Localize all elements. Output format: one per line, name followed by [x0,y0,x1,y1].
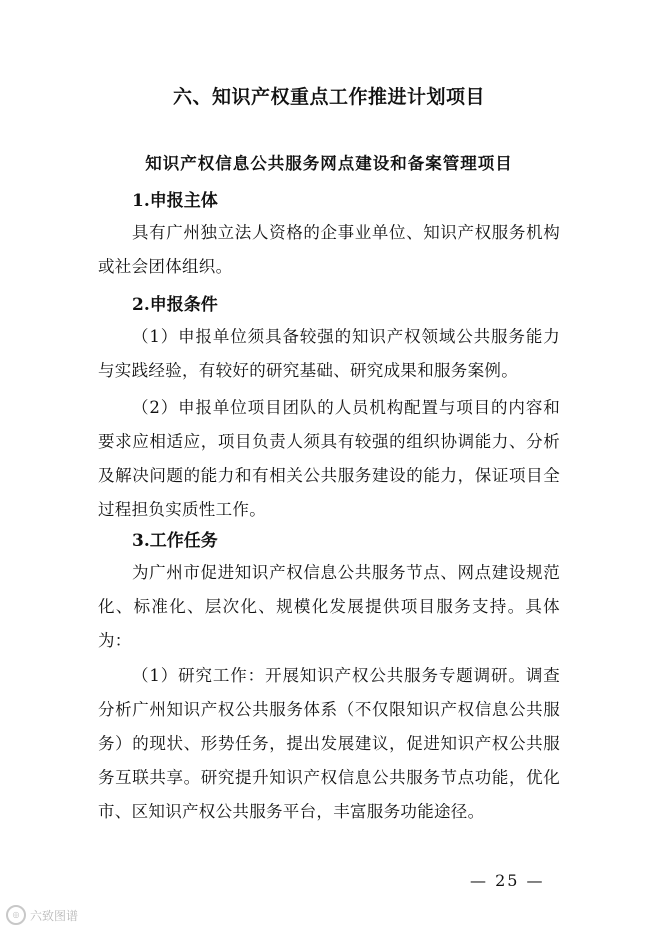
page-number: — 25 — [470,871,545,890]
watermark-text: 六致图谱 [30,908,79,923]
paragraph-condition-2: （2）申报单位项目团队的人员机构配置与项目的内容和要求应相适应，项目负责人须具有较强的组织协调能力、分析及解决问题的能力和有相关公共服务建设的能力，保证项目全过程担负实质性工作。 [98,398,560,519]
paragraph-tasks-intro: 为广州市促进知识产权信息公共服务节点、网点建设规范化、标准化、层次化、规模化发展提供项目服务支持。具体为： [98,563,560,650]
project-subtitle: 知识产权信息公共服务网点建设和备案管理项目 [145,154,513,173]
watermark [6,905,78,925]
page-title: 六、知识产权重点工作推进计划项目 [172,86,485,108]
section-heading-applicant: 1.申报主体 [132,191,218,211]
paragraph-condition-1: （1）申报单位须具备较强的知识产权领域公共服务能力与实践经验，有较好的研究基础、研究成果和服务案例。 [98,327,560,380]
paragraph-applicant: 具有广州独立法人资格的企事业单位、知识产权服务机构或社会团体组织。 [98,223,560,276]
section-heading-conditions: 2.申报条件 [132,295,218,315]
watermark-logo-icon: ◎ [6,905,26,925]
section-heading-tasks: 3.工作任务 [132,531,218,551]
paragraph-research-work: （1）研究工作：开展知识产权公共服务专题调研。调查分析广州知识产权公共服务体系（不仅限知识产权信息公共服务）的现状、形势任务，提出发展建议，促进知识产权公共服务互联共享。研究提升知识产权信息公共服务节点功能，优化市、区知识产权公共服务平台，丰富服务功能途径。 [98,666,560,821]
